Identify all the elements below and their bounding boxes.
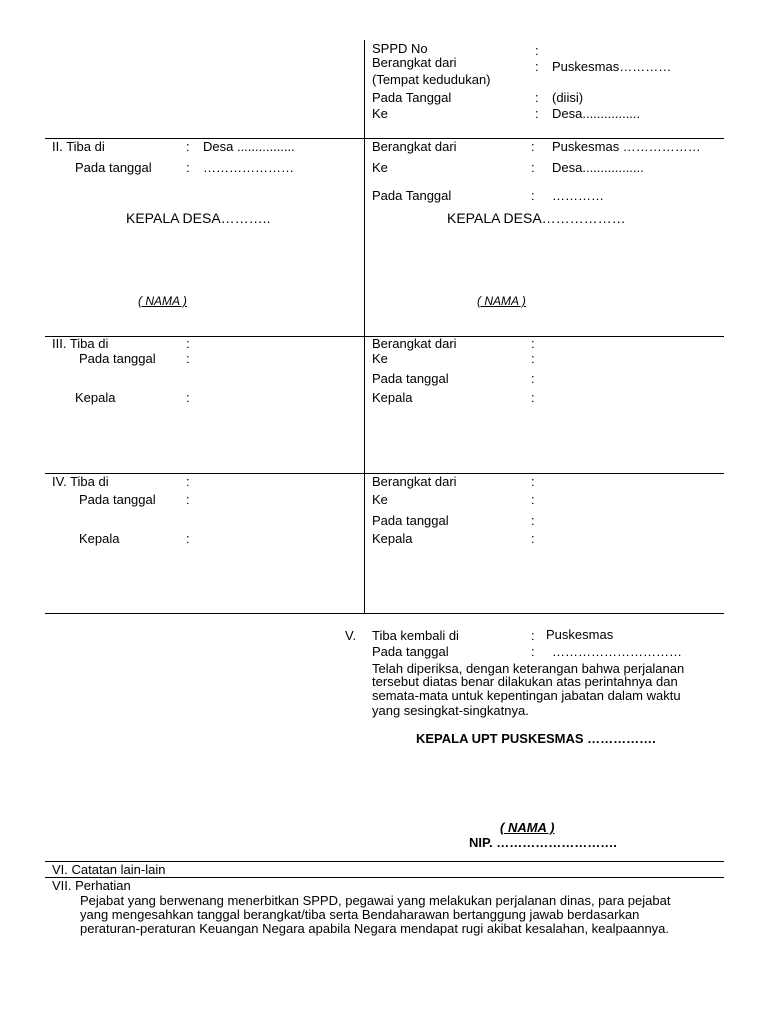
section-5-statement-line: tersebut diatas benar dilakukan atas perintahnya dan — [372, 674, 678, 689]
section-3-kepala-right-label: Kepala — [372, 390, 413, 405]
section-4-kepala-label: Kepala — [79, 531, 120, 546]
section-3-tiba-colon: : — [186, 336, 190, 351]
section-3-kepala-right-colon: : — [531, 390, 535, 405]
section-5-nip: NIP. ………………………. — [469, 835, 617, 850]
section-2-pada-tanggal-label: Pada tanggal — [75, 160, 152, 175]
section-4-kepala-right-colon: : — [531, 531, 535, 546]
berangkat-dari-label: Berangkat dari — [372, 55, 457, 70]
section-7-perhatian-label: VII. Perhatian — [52, 878, 131, 893]
section-5-kepala-upt: KEPALA UPT PUSKESMAS ……………. — [416, 731, 656, 746]
section-3-berangkat-label: Berangkat dari — [372, 336, 457, 351]
section-2-pada-tanggal-value: ………………… — [203, 160, 294, 175]
section-3-pada-tanggal-label: Pada tanggal — [79, 351, 156, 366]
section-2-pada-tanggal-right-value: ………… — [552, 188, 604, 203]
pada-tanggal-value: (diisi) — [552, 90, 584, 105]
section-3-pada-tanggal-right-label: Pada tanggal — [372, 371, 449, 386]
section-2-tiba-label: II. Tiba di — [52, 139, 105, 154]
section-4-ke-label: Ke — [372, 492, 388, 507]
section-5-statement-line: yang sesingkat-singkatnya. — [372, 703, 529, 718]
section-3-pada-tanggal-right-colon: : — [531, 371, 535, 386]
section-2-ke-label: Ke — [372, 160, 388, 175]
section-5-statement-line: Telah diperiksa, dengan keterangan bahwa perjalanan — [372, 661, 685, 676]
section-4-tiba-colon: : — [186, 474, 190, 489]
section-5-statement-line: semata-mata untuk kepentingan jabatan dalam waktu — [372, 688, 681, 703]
section-7-text-line: yang mengesahkan tanggal berangkat/tiba serta Bendaharawan bertanggung jawab berdasarkan — [80, 907, 640, 922]
section-2-berangkat-value: Puskesmas ……………… — [552, 139, 701, 154]
section-2-kepala-desa-right: KEPALA DESA……………… — [447, 210, 626, 226]
pada-tanggal-label: Pada Tanggal — [372, 90, 452, 105]
berangkat-dari-value: Puskesmas………… — [552, 59, 672, 74]
column-divider-top — [364, 40, 365, 614]
section-2-ke-colon: : — [531, 160, 535, 175]
section-2-nama-right: ( NAMA ) — [477, 294, 526, 308]
section-4-pada-tanggal-right-colon: : — [531, 513, 535, 528]
section-4-tiba-label: IV. Tiba di — [52, 474, 109, 489]
section-4-pada-tanggal-label: Pada tanggal — [79, 492, 156, 507]
ke-value: Desa................ — [552, 106, 641, 121]
section-4-ke-colon: : — [531, 492, 535, 507]
section-2-pada-tanggal-right-label: Pada Tanggal — [372, 188, 452, 203]
section-3-ke-colon: : — [531, 351, 535, 366]
section-5-nama — [500, 820, 554, 835]
section-3-pada-tanggal-colon: : — [186, 351, 190, 366]
section-4-berangkat-colon: : — [531, 474, 535, 489]
section-2-berangkat-label: Berangkat dari — [372, 139, 457, 154]
section-4-pada-tanggal-right-label: Pada tanggal — [372, 513, 449, 528]
section-4-kepala-right-label: Kepala — [372, 531, 413, 546]
sppd-no-label: SPPD No — [372, 41, 428, 56]
berangkat-dari-colon: : — [535, 59, 539, 74]
section-5-tiba-kembali-value: Puskesmas — [546, 627, 614, 642]
sppd-no-colon: : — [535, 43, 539, 58]
section-2-kepala-desa-left: KEPALA DESA……….. — [126, 210, 271, 226]
section-4-berangkat-label: Berangkat dari — [372, 474, 457, 489]
section-2-berangkat-colon: : — [531, 139, 535, 154]
ke-colon: : — [535, 106, 539, 121]
pada-tanggal-colon: : — [535, 90, 539, 105]
section-2-ke-value: Desa................. — [552, 160, 644, 175]
section-5-tiba-kembali-colon: : — [531, 628, 535, 643]
section-2-tiba-colon: : — [186, 139, 190, 154]
section-3-ke-label: Ke — [372, 351, 388, 366]
section-3-berangkat-colon: : — [531, 336, 535, 351]
section-2-nama-left: ( NAMA ) — [138, 294, 187, 308]
divider-section-7 — [45, 877, 724, 878]
section-5-number: V. — [345, 628, 357, 643]
section-7-text-line: Pejabat yang berwenang menerbitkan SPPD, pegawai yang melakukan perjalanan dinas, para pejabat — [80, 893, 671, 908]
section-3-kepala-label: Kepala — [75, 390, 116, 405]
section-7-text-line: peraturan-peraturan Keuangan Negara apabila Negara mendapat rugi akibat kesalahan, kealpaannya. — [80, 921, 670, 936]
section-5-tiba-kembali-label: Tiba kembali di — [372, 628, 459, 643]
section-5-pada-tanggal-label: Pada tanggal — [372, 644, 449, 659]
section-2-pada-tanggal-colon: : — [186, 160, 190, 175]
section-5-nama-text: ( NAMA ) — [500, 820, 555, 835]
section-4-kepala-colon: : — [186, 531, 190, 546]
section-3-tiba-label: III. Tiba di — [52, 336, 109, 351]
section-5-pada-tanggal-colon: : — [531, 644, 535, 659]
section-6-catatan-label: VI. Catatan lain-lain — [52, 862, 166, 877]
section-2-tiba-value: Desa ................ — [203, 139, 295, 154]
ke-label: Ke — [372, 106, 388, 121]
section-2-pada-tanggal-right-colon: : — [531, 188, 535, 203]
tempat-kedudukan-label: (Tempat kedudukan) — [372, 72, 491, 87]
divider-section-5 — [45, 613, 724, 614]
section-5-pada-tanggal-value: ………………………… — [552, 644, 682, 659]
section-3-kepala-colon: : — [186, 390, 190, 405]
section-4-pada-tanggal-colon: : — [186, 492, 190, 507]
